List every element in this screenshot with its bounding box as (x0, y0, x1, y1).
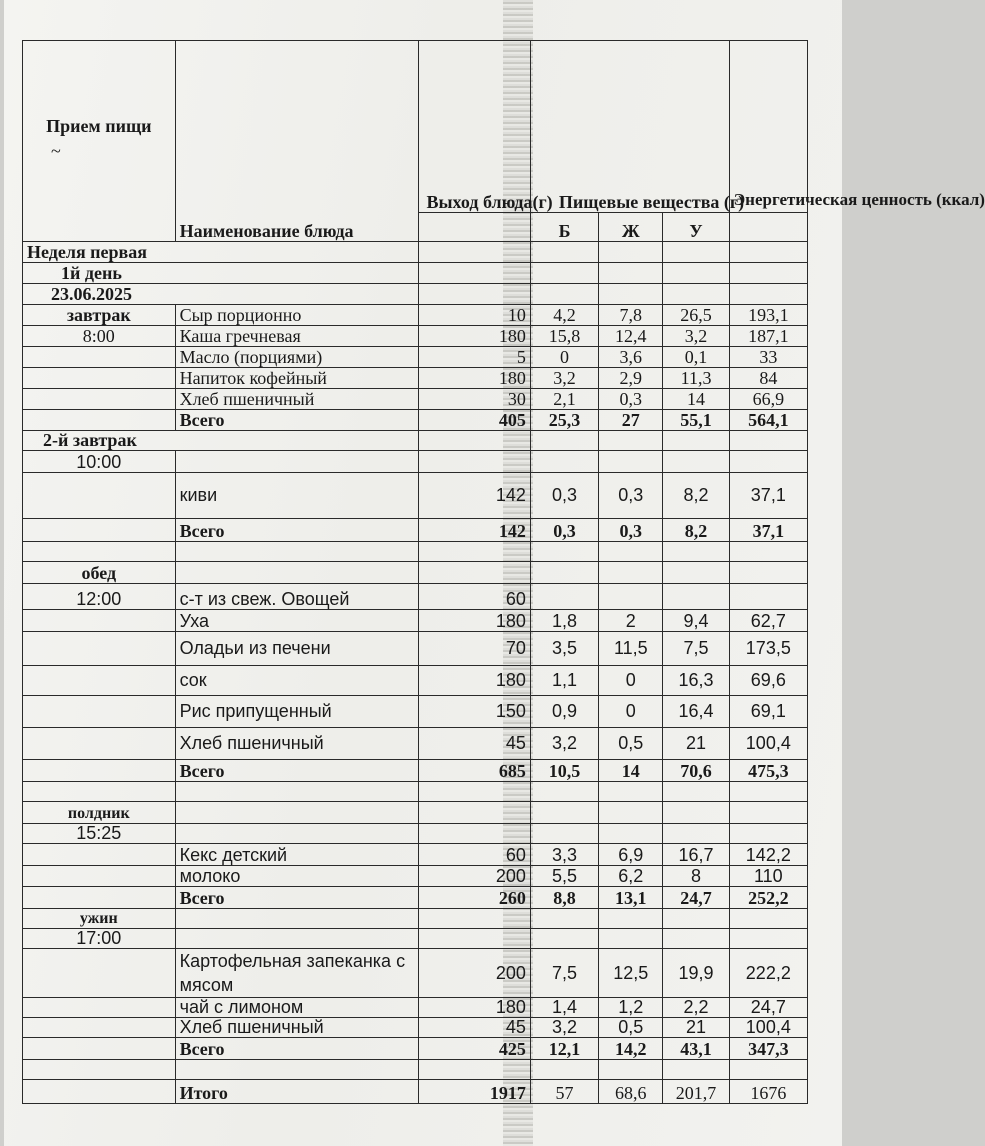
yield-value: 180 (418, 368, 530, 389)
week-row (23, 242, 808, 263)
table-row (23, 305, 808, 326)
empty-cell (729, 929, 807, 949)
empty-cell (175, 929, 418, 949)
dish-name: Сыр порционно (175, 305, 418, 326)
total-row (23, 1038, 808, 1060)
total-u: 70,6 (663, 760, 729, 782)
empty-cell (599, 929, 663, 949)
total-yield: 685 (418, 760, 530, 782)
spacer-row (23, 542, 808, 562)
empty-cell (729, 562, 807, 584)
yield-value: 180 (418, 610, 530, 632)
b-value: 3,2 (530, 368, 598, 389)
empty-cell (23, 887, 176, 909)
empty-cell (599, 782, 663, 802)
yield-value: 180 (418, 326, 530, 347)
yield-value: 180 (418, 666, 530, 696)
table-row (23, 998, 808, 1018)
subheader-yield-blank (418, 213, 530, 242)
b-value: 0 (530, 347, 598, 368)
total-zh: 13,1 (599, 887, 663, 909)
header-yield: Выход блюда(г) (418, 41, 530, 213)
empty-cell (599, 431, 663, 451)
b-value: 15,8 (530, 326, 598, 347)
dish-name: молоко (175, 866, 418, 887)
grand-total-label: Итого (175, 1080, 418, 1104)
table-row (23, 929, 808, 949)
grand-total-yield: 1917 (418, 1080, 530, 1104)
kcal-value: 69,1 (729, 696, 807, 728)
b-value: 5,5 (530, 866, 598, 887)
b-value: 3,3 (530, 844, 598, 866)
total-zh: 0,3 (599, 519, 663, 542)
header-dish: Наименование блюда (175, 41, 418, 242)
empty-cell (599, 451, 663, 473)
empty-cell (663, 451, 729, 473)
empty-cell (729, 451, 807, 473)
kcal-value: 187,1 (729, 326, 807, 347)
u-value: 7,5 (663, 632, 729, 666)
subheader-energy-blank (729, 213, 807, 242)
empty-cell (23, 998, 176, 1018)
meal-name: полдник (23, 802, 176, 824)
total-b: 0,3 (530, 519, 598, 542)
meal-time: 15:25 (23, 824, 176, 844)
u-value: 3,2 (663, 326, 729, 347)
empty-cell (23, 666, 176, 696)
empty-cell (23, 632, 176, 666)
empty-cell (729, 263, 807, 284)
empty-cell (175, 562, 418, 584)
yield-value: 5 (418, 347, 530, 368)
empty-cell (23, 473, 176, 519)
b-value: 7,5 (530, 949, 598, 998)
spacer-row (23, 782, 808, 802)
u-value: 8,2 (663, 473, 729, 519)
empty-cell (663, 242, 729, 263)
empty-cell (418, 909, 530, 929)
kcal-value: 193,1 (729, 305, 807, 326)
kcal-value: 69,6 (729, 666, 807, 696)
empty-cell (729, 242, 807, 263)
empty-cell (418, 263, 530, 284)
table-row (23, 610, 808, 632)
empty-cell (175, 824, 418, 844)
total-kcal: 564,1 (729, 410, 807, 431)
empty-cell (729, 284, 807, 305)
empty-cell (530, 451, 598, 473)
table-row (23, 696, 808, 728)
total-b: 10,5 (530, 760, 598, 782)
yield-value: 30 (418, 389, 530, 410)
kcal-value: 222,2 (729, 949, 807, 998)
meal-name: обед (23, 562, 176, 584)
header-nutrients: Пищевые вещества (г) (530, 41, 729, 213)
kcal-value: 33 (729, 347, 807, 368)
b-value: 3,5 (530, 632, 598, 666)
yield-value: 70 (418, 632, 530, 666)
table-row (23, 389, 808, 410)
empty-cell (599, 824, 663, 844)
table-row (23, 632, 808, 666)
total-b: 25,3 (530, 410, 598, 431)
empty-cell (530, 909, 598, 929)
zh-value: 2,9 (599, 368, 663, 389)
yield-value: 60 (418, 584, 530, 610)
zh-value: 12,5 (599, 949, 663, 998)
header-energy: Энергетическая ценность (ккал) (729, 41, 807, 213)
empty-cell (729, 1060, 807, 1080)
empty-cell (418, 542, 530, 562)
kcal-value: 110 (729, 866, 807, 887)
total-kcal: 475,3 (729, 760, 807, 782)
empty-cell (418, 824, 530, 844)
total-u: 8,2 (663, 519, 729, 542)
empty-cell (418, 929, 530, 949)
empty-cell (530, 263, 598, 284)
dish-name: Хлеб пшеничный (175, 728, 418, 760)
b-value: 0,3 (530, 473, 598, 519)
zh-value: 1,2 (599, 998, 663, 1018)
zh-value: 0 (599, 696, 663, 728)
total-u: 43,1 (663, 1038, 729, 1060)
kcal-value: 66,9 (729, 389, 807, 410)
empty-cell (530, 929, 598, 949)
u-value: 0,1 (663, 347, 729, 368)
empty-cell (418, 782, 530, 802)
empty-cell (599, 263, 663, 284)
dish-name: Масло (порциями) (175, 347, 418, 368)
empty-cell (23, 1060, 176, 1080)
empty-cell (530, 1060, 598, 1080)
zh-value: 2 (599, 610, 663, 632)
table-row (23, 824, 808, 844)
empty-cell (530, 824, 598, 844)
header-zh: Ж (599, 213, 663, 242)
b-value: 1,1 (530, 666, 598, 696)
empty-cell (23, 610, 176, 632)
yield-value: 10 (418, 305, 530, 326)
empty-cell (418, 802, 530, 824)
total-label: Всего (175, 519, 418, 542)
empty-cell (418, 562, 530, 584)
meal-name: 2-й завтрак (23, 431, 419, 451)
dish-name: Рис припущенный (175, 696, 418, 728)
dish-name: киви (175, 473, 418, 519)
kcal-value: 100,4 (729, 1018, 807, 1038)
empty-cell (663, 929, 729, 949)
b-value: 0,9 (530, 696, 598, 728)
empty-cell (663, 562, 729, 584)
dish-name: чай с лимоном (175, 998, 418, 1018)
table-row (23, 473, 808, 519)
total-label: Всего (175, 410, 418, 431)
zh-value: 0 (599, 666, 663, 696)
header-meal-label: Прием пищи (46, 115, 152, 136)
empty-cell (729, 909, 807, 929)
empty-cell (175, 782, 418, 802)
spacer-row (23, 1060, 808, 1080)
dish-name: Уха (175, 610, 418, 632)
total-yield: 405 (418, 410, 530, 431)
total-row (23, 519, 808, 542)
day-label: 1й день (23, 263, 419, 284)
dish-name: Напиток кофейный (175, 368, 418, 389)
table-row (23, 666, 808, 696)
meal-time: 12:00 (23, 584, 176, 610)
kcal-value: 37,1 (729, 473, 807, 519)
empty-cell (530, 562, 598, 584)
total-yield: 142 (418, 519, 530, 542)
total-b: 12,1 (530, 1038, 598, 1060)
dish-name: Оладьи из печени (175, 632, 418, 666)
zh-value: 0,5 (599, 728, 663, 760)
empty-cell (530, 284, 598, 305)
yield-value: 150 (418, 696, 530, 728)
table-row (23, 368, 808, 389)
kcal-value: 173,5 (729, 632, 807, 666)
kcal-value: 24,7 (729, 998, 807, 1018)
empty-cell (599, 242, 663, 263)
empty-cell (663, 542, 729, 562)
yield-value: 142 (418, 473, 530, 519)
grand-total-u: 201,7 (663, 1080, 729, 1104)
u-value (663, 584, 729, 610)
u-value: 19,9 (663, 949, 729, 998)
empty-cell (663, 909, 729, 929)
meal-name: завтрак (23, 305, 176, 326)
empty-cell (530, 242, 598, 263)
grand-total-row (23, 1080, 808, 1104)
u-value: 14 (663, 389, 729, 410)
b-value: 3,2 (530, 728, 598, 760)
table-row (23, 326, 808, 347)
empty-cell (23, 844, 176, 866)
empty-cell (599, 284, 663, 305)
total-yield: 425 (418, 1038, 530, 1060)
total-row (23, 760, 808, 782)
meal-name: ужин (23, 909, 176, 929)
empty-cell (23, 782, 176, 802)
empty-cell (23, 347, 176, 368)
table-row (23, 1018, 808, 1038)
empty-cell (175, 451, 418, 473)
empty-cell (418, 431, 530, 451)
empty-cell (663, 824, 729, 844)
empty-cell (729, 542, 807, 562)
b-value: 1,8 (530, 610, 598, 632)
empty-cell (530, 802, 598, 824)
table-row (23, 584, 808, 610)
empty-cell (23, 1038, 176, 1060)
empty-cell (175, 1060, 418, 1080)
yield-value: 45 (418, 728, 530, 760)
total-b: 8,8 (530, 887, 598, 909)
table-row (23, 562, 808, 584)
dish-name: Каша гречневая (175, 326, 418, 347)
kcal-value: 84 (729, 368, 807, 389)
kcal-value (729, 584, 807, 610)
empty-cell (175, 542, 418, 562)
empty-cell (23, 368, 176, 389)
grand-total-kcal: 1676 (729, 1080, 807, 1104)
total-label: Всего (175, 1038, 418, 1060)
u-value: 11,3 (663, 368, 729, 389)
empty-cell (175, 802, 418, 824)
meal-time: 17:00 (23, 929, 176, 949)
empty-cell (23, 410, 176, 431)
total-zh: 14 (599, 760, 663, 782)
meal-time: 8:00 (23, 326, 176, 347)
u-value: 16,3 (663, 666, 729, 696)
empty-cell (599, 562, 663, 584)
zh-value: 0,5 (599, 1018, 663, 1038)
empty-cell (530, 782, 598, 802)
empty-cell (663, 431, 729, 451)
empty-cell (599, 909, 663, 929)
empty-cell (729, 782, 807, 802)
b-value: 2,1 (530, 389, 598, 410)
empty-cell (530, 542, 598, 562)
u-value: 8 (663, 866, 729, 887)
total-u: 24,7 (663, 887, 729, 909)
empty-cell (418, 242, 530, 263)
empty-cell (729, 824, 807, 844)
total-label: Всего (175, 760, 418, 782)
meal-time: 10:00 (23, 451, 176, 473)
grand-total-zh: 68,6 (599, 1080, 663, 1104)
empty-cell (23, 866, 176, 887)
table-row (23, 949, 808, 998)
u-value: 9,4 (663, 610, 729, 632)
dish-name: сок (175, 666, 418, 696)
header-meal (23, 41, 176, 242)
yield-value: 180 (418, 998, 530, 1018)
header-row (23, 41, 808, 213)
yield-value: 200 (418, 949, 530, 998)
table-row (23, 909, 808, 929)
empty-cell (23, 389, 176, 410)
kcal-value: 142,2 (729, 844, 807, 866)
empty-cell (418, 284, 530, 305)
grand-total-b: 57 (530, 1080, 598, 1104)
header-mark: ~ (51, 140, 61, 161)
dish-name: Кекс детский (175, 844, 418, 866)
zh-value: 3,6 (599, 347, 663, 368)
b-value: 4,2 (530, 305, 598, 326)
zh-value: 0,3 (599, 473, 663, 519)
kcal-value: 62,7 (729, 610, 807, 632)
table-row (23, 802, 808, 824)
day-row (23, 263, 808, 284)
u-value: 2,2 (663, 998, 729, 1018)
empty-cell (663, 802, 729, 824)
date-row (23, 284, 808, 305)
total-row (23, 410, 808, 431)
u-value: 26,5 (663, 305, 729, 326)
empty-cell (530, 431, 598, 451)
empty-cell (23, 1080, 176, 1104)
zh-value: 0,3 (599, 389, 663, 410)
empty-cell (599, 1060, 663, 1080)
b-value: 1,4 (530, 998, 598, 1018)
zh-value: 6,9 (599, 844, 663, 866)
empty-cell (663, 263, 729, 284)
u-value: 21 (663, 728, 729, 760)
dish-name: Хлеб пшеничный (175, 389, 418, 410)
total-yield: 260 (418, 887, 530, 909)
b-value: 3,2 (530, 1018, 598, 1038)
empty-cell (663, 782, 729, 802)
empty-cell (23, 728, 176, 760)
menu-table (22, 40, 985, 1104)
table-row (23, 451, 808, 473)
table-row (23, 431, 808, 451)
b-value (530, 584, 598, 610)
table-row (23, 728, 808, 760)
table-row (23, 844, 808, 866)
empty-cell (729, 802, 807, 824)
empty-cell (663, 284, 729, 305)
dish-name: Картофельная запеканка с мясом (175, 949, 418, 998)
dish-name: Хлеб пшеничный (175, 1018, 418, 1038)
total-kcal: 252,2 (729, 887, 807, 909)
empty-cell (23, 949, 176, 998)
dish-name: с-т из свеж. Овощей (175, 584, 418, 610)
total-row (23, 887, 808, 909)
header-u: У (663, 213, 729, 242)
total-kcal: 347,3 (729, 1038, 807, 1060)
total-label: Всего (175, 887, 418, 909)
kcal-value: 100,4 (729, 728, 807, 760)
u-value: 16,4 (663, 696, 729, 728)
empty-cell (418, 451, 530, 473)
table-row (23, 347, 808, 368)
header-b: Б (530, 213, 598, 242)
yield-value: 60 (418, 844, 530, 866)
empty-cell (23, 760, 176, 782)
total-kcal: 37,1 (729, 519, 807, 542)
empty-cell (599, 802, 663, 824)
table-row (23, 866, 808, 887)
empty-cell (23, 542, 176, 562)
empty-cell (729, 431, 807, 451)
empty-cell (599, 542, 663, 562)
zh-value (599, 584, 663, 610)
total-zh: 27 (599, 410, 663, 431)
empty-cell (23, 519, 176, 542)
zh-value: 7,8 (599, 305, 663, 326)
empty-cell (663, 1060, 729, 1080)
empty-cell (23, 696, 176, 728)
u-value: 16,7 (663, 844, 729, 866)
zh-value: 11,5 (599, 632, 663, 666)
date-label: 23.06.2025 (23, 284, 419, 305)
yield-value: 45 (418, 1018, 530, 1038)
u-value: 21 (663, 1018, 729, 1038)
zh-value: 12,4 (599, 326, 663, 347)
week-label: Неделя первая (23, 242, 419, 263)
zh-value: 6,2 (599, 866, 663, 887)
total-zh: 14,2 (599, 1038, 663, 1060)
total-u: 55,1 (663, 410, 729, 431)
empty-cell (175, 909, 418, 929)
empty-cell (418, 1060, 530, 1080)
yield-value: 200 (418, 866, 530, 887)
empty-cell (23, 1018, 176, 1038)
